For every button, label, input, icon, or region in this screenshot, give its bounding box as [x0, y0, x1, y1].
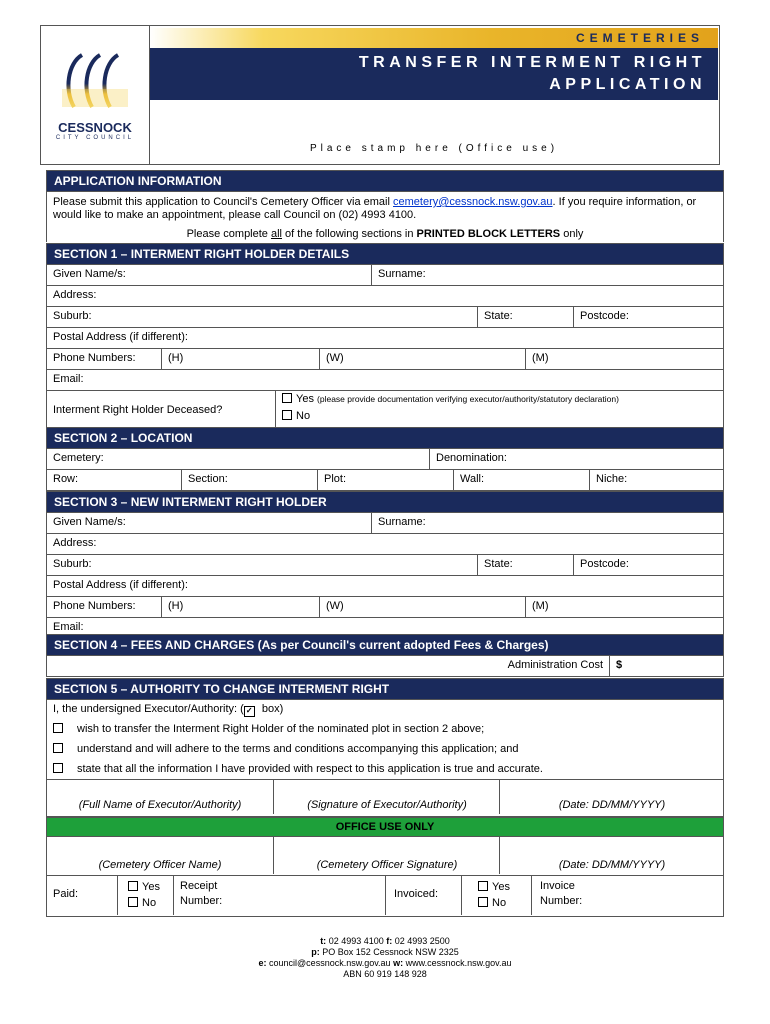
phone-home-field[interactable]: (H)	[161, 349, 319, 369]
instr-part: of the following sections in	[282, 228, 417, 240]
statement-2	[53, 739, 723, 759]
plot-field[interactable]: Plot:	[317, 470, 453, 490]
section-4	[46, 634, 724, 677]
no-label: No	[296, 410, 311, 422]
row-field[interactable]: Row:	[53, 473, 79, 485]
checkbox-icon[interactable]	[53, 743, 63, 753]
officer-date-field[interactable]	[499, 837, 723, 874]
section-3	[46, 491, 724, 639]
footer-fax: 02 4993 2500	[392, 936, 450, 946]
officer-name-caption: (Cemetery Officer Name)	[98, 859, 222, 871]
state-field[interactable]: State:	[477, 555, 573, 575]
section-heading: SECTION 3 – NEW INTERMENT RIGHT HOLDER	[46, 491, 724, 513]
title-bar	[150, 48, 718, 100]
section-heading: SECTION 5 – AUTHORITY TO CHANGE INTERMENT RIGHT	[46, 678, 724, 700]
executor-name-field[interactable]	[47, 780, 273, 814]
phone-mobile-field[interactable]: (M)	[525, 349, 723, 369]
phone-label: Phone Numbers:	[53, 600, 136, 612]
suburb-field[interactable]: Suburb:	[53, 558, 92, 570]
footer-w-label: w:	[393, 958, 404, 968]
footer-e-label: e:	[258, 958, 267, 968]
authority-intro	[53, 700, 723, 719]
s1-suburb-row	[46, 307, 724, 328]
instr-part: Please complete	[186, 228, 271, 240]
phone-work-field[interactable]: (W)	[319, 597, 525, 617]
deceased-label: Interment Right Holder Deceased?	[53, 404, 223, 416]
receipt-label-2: Number:	[180, 895, 223, 907]
executor-signature-field[interactable]	[273, 780, 499, 814]
logo-subtitle: CITY COUNCIL	[55, 135, 135, 141]
title-line-2: APPLICATION	[549, 76, 706, 93]
complete-instruction	[46, 226, 724, 242]
suburb-field[interactable]: Suburb:	[53, 310, 92, 322]
statement-text: state that all the information I have provided with respect to this application is true and accurate.	[77, 763, 543, 775]
officer-date-caption: (Date: DD/MM/YYYY)	[558, 859, 666, 871]
email-field[interactable]: Email:	[53, 621, 84, 633]
s1-postal-row	[46, 328, 724, 349]
admin-cost-label: Administration Cost	[507, 659, 603, 671]
paid-no-option[interactable]	[118, 895, 173, 911]
given-name-field[interactable]: Given Name/s:	[53, 268, 126, 280]
checked-box-icon: ✓	[244, 706, 255, 717]
s3-name-row	[46, 513, 724, 534]
intro-text: box)	[258, 703, 284, 715]
yes-label: Yes	[142, 881, 160, 893]
address-field[interactable]: Address:	[53, 289, 97, 301]
phone-mobile-field[interactable]: (M)	[525, 597, 723, 617]
footer-web-line	[0, 958, 770, 969]
checkbox-icon[interactable]	[478, 897, 488, 907]
officer-signature-field[interactable]	[273, 837, 499, 874]
executor-signature-row	[46, 779, 724, 817]
receipt-number-field[interactable]	[173, 876, 385, 915]
footer-abn: ABN 60 919 148 928	[343, 969, 427, 979]
office-use-section	[46, 817, 724, 917]
state-field[interactable]: State:	[477, 307, 573, 327]
invoice-label-2: Number:	[540, 895, 583, 907]
info-text-part: . If you require information, or would like to make an appointment, please call Council on (02) 4993 4100.	[53, 196, 697, 221]
no-label: No	[492, 897, 507, 909]
checkbox-icon[interactable]	[128, 881, 138, 891]
section-field[interactable]: Section:	[181, 470, 317, 490]
footer-postal-line	[0, 947, 770, 958]
section-heading: SECTION 4 – FEES AND CHARGES (As per Council's current adopted Fees & Charges)	[46, 634, 724, 656]
postcode-field[interactable]: Postcode:	[573, 555, 723, 575]
s1-address-row	[46, 286, 724, 307]
s1-phone-row	[46, 349, 724, 370]
s1-name-row	[46, 265, 724, 286]
s1-email-row	[46, 370, 724, 391]
info-text	[46, 192, 724, 226]
footer-phone: 02 4993 4100	[326, 936, 387, 946]
footer-postal: PO Box 152 Cessnock NSW 2325	[319, 947, 459, 957]
yes-note: (please provide documentation verifying executor/authority/statutory declaration)	[317, 394, 619, 404]
info-text-part: Please submit this application to Council's Cemetery Officer via email	[53, 196, 393, 208]
executor-signature-caption: (Signature of Executor/Authority)	[307, 799, 467, 811]
logo-name: CESSNOCK	[58, 120, 132, 135]
section-heading: SECTION 2 – LOCATION	[46, 427, 724, 449]
invoiced-no-option[interactable]	[462, 895, 531, 911]
denomination-field[interactable]: Denomination:	[429, 449, 723, 469]
deceased-options	[275, 391, 723, 431]
invoiced-options	[461, 876, 531, 915]
deceased-no-option[interactable]	[282, 408, 723, 425]
payment-row	[46, 876, 724, 917]
statement-text: wish to transfer the Interment Right Holder of the nominated plot in section 2 above;	[77, 723, 485, 735]
niche-field[interactable]: Niche:	[589, 470, 723, 490]
invoiced-yes-option[interactable]	[462, 879, 531, 895]
executor-name-caption: (Full Name of Executor/Authority)	[78, 799, 242, 811]
surname-field[interactable]: Surname:	[371, 265, 723, 285]
stamp-area-label: Place stamp here (Office use)	[309, 143, 559, 154]
office-use-heading: OFFICE USE ONLY	[46, 817, 724, 837]
phone-label: Phone Numbers:	[53, 352, 136, 364]
yes-label: Yes	[296, 393, 314, 405]
s2-cemetery-row	[46, 449, 724, 470]
checkbox-icon[interactable]	[478, 881, 488, 891]
receipt-label-1: Receipt	[180, 880, 218, 892]
surname-field[interactable]: Surname:	[371, 513, 723, 533]
s1-deceased-row	[46, 391, 724, 432]
section-1	[46, 243, 724, 432]
category-bar	[150, 28, 718, 48]
checkbox-icon[interactable]	[282, 393, 292, 403]
section-2	[46, 427, 724, 491]
postal-address-field[interactable]: Postal Address (if different):	[53, 331, 188, 343]
officer-name-field[interactable]	[47, 837, 273, 874]
deceased-yes-option[interactable]	[282, 391, 723, 408]
s4-admin-row	[46, 656, 724, 677]
instr-all: all	[270, 228, 282, 240]
footer-email[interactable]: council@cessnock.nsw.gov.au	[266, 958, 394, 968]
section-heading: APPLICATION INFORMATION	[46, 170, 724, 192]
s3-address-row	[46, 534, 724, 555]
address-field[interactable]: Address:	[53, 537, 97, 549]
officer-signature-row	[46, 837, 724, 876]
s3-suburb-row	[46, 555, 724, 576]
executor-date-caption: (Date: DD/MM/YYYY)	[558, 799, 666, 811]
category-label: CEMETERIES	[575, 31, 704, 45]
postcode-field[interactable]: Postcode:	[573, 307, 723, 327]
footer-t-label: t:	[320, 936, 327, 946]
wall-field[interactable]: Wall:	[453, 470, 589, 490]
yes-label: Yes	[492, 881, 510, 893]
section-5	[46, 678, 724, 817]
intro-text: I, the undersigned Executor/Authority: (	[53, 703, 244, 715]
invoice-number-field[interactable]	[531, 876, 723, 915]
page-title	[359, 52, 706, 96]
postal-address-field[interactable]: Postal Address (if different):	[53, 579, 188, 591]
cemetery-field[interactable]: Cemetery:	[53, 452, 104, 464]
checkbox-icon[interactable]	[128, 897, 138, 907]
footer-website[interactable]: www.cessnock.nsw.gov.au	[403, 958, 512, 968]
checkbox-icon[interactable]	[53, 763, 63, 773]
s3-phone-row	[46, 597, 724, 618]
title-line-1: TRANSFER INTERMENT RIGHT	[358, 54, 706, 71]
phone-work-field[interactable]: (W)	[319, 349, 525, 369]
statement-3	[53, 759, 723, 779]
no-label: No	[142, 897, 157, 909]
s3-postal-row	[46, 576, 724, 597]
checkbox-icon[interactable]	[53, 723, 63, 733]
footer-p-label: p:	[311, 947, 320, 957]
officer-signature-caption: (Cemetery Officer Signature)	[316, 859, 458, 871]
cemetery-email-link[interactable]: cemetery@cessnock.nsw.gov.au	[393, 196, 553, 208]
council-logo	[40, 25, 150, 165]
executor-date-field[interactable]	[499, 780, 723, 814]
footer-f-label: f:	[386, 936, 393, 946]
statement-text: understand and will adhere to the terms and conditions accompanying this application; and	[77, 743, 519, 755]
paid-options	[117, 876, 173, 915]
email-field[interactable]: Email:	[53, 373, 84, 385]
statement-1	[53, 719, 723, 739]
instr-block-letters: PRINTED BLOCK LETTERS	[416, 228, 561, 240]
footer-phone-line	[0, 936, 770, 947]
given-name-field[interactable]: Given Name/s:	[53, 516, 126, 528]
invoice-label-1: Invoice	[540, 880, 575, 892]
application-information	[46, 170, 724, 242]
authority-statements	[46, 700, 724, 779]
invoiced-label: Invoiced:	[385, 876, 461, 915]
section-heading: SECTION 1 – INTERMENT RIGHT HOLDER DETAILS	[46, 243, 724, 265]
paid-label: Paid:	[53, 888, 79, 900]
instr-part: only	[560, 228, 584, 240]
phone-home-field[interactable]: (H)	[161, 597, 319, 617]
checkbox-icon[interactable]	[282, 410, 292, 420]
paid-yes-option[interactable]	[118, 879, 173, 895]
s2-location-row	[46, 470, 724, 491]
admin-cost-field[interactable]: $	[609, 656, 723, 676]
